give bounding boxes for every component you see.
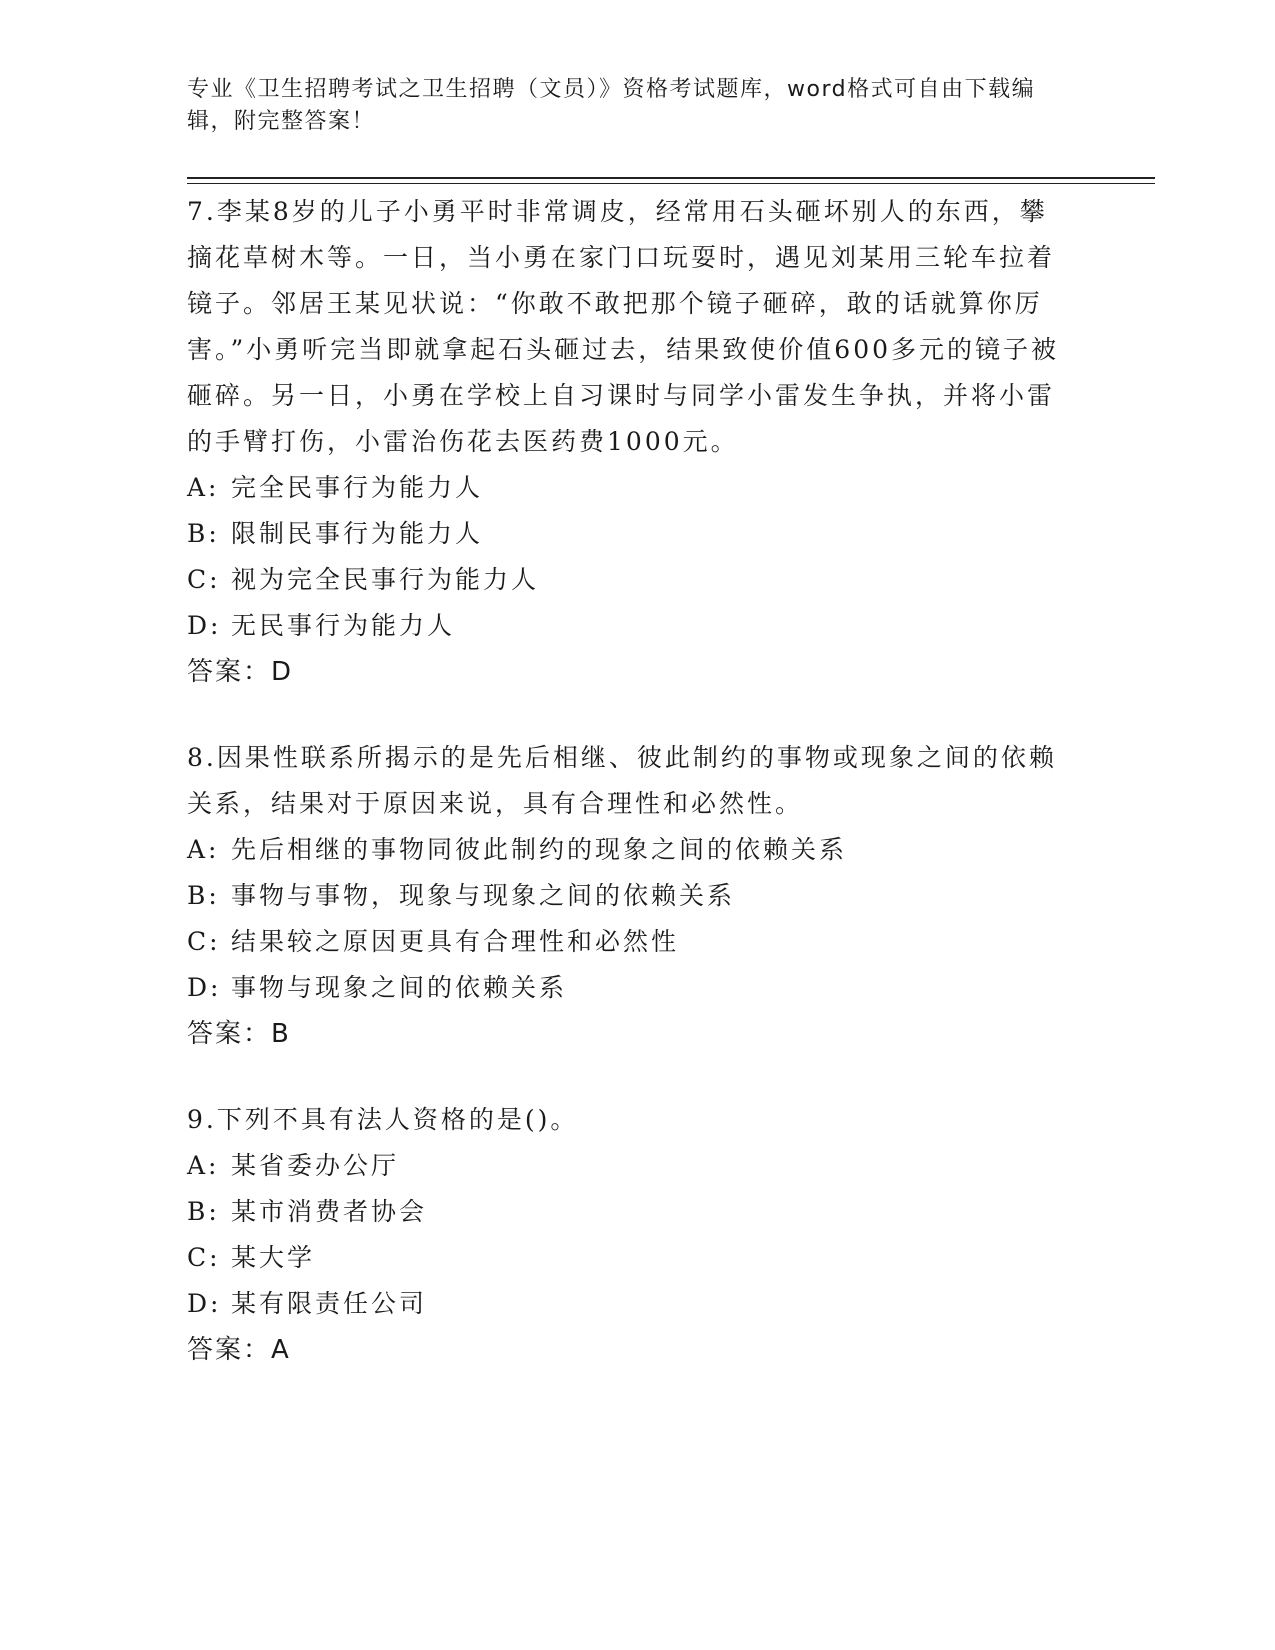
option-text: 无民事行为能力人 — [231, 611, 456, 640]
option-a — [187, 465, 1067, 511]
option-b — [187, 1189, 1067, 1235]
option-text: 某市消费者协会 — [231, 1197, 428, 1226]
option-b — [187, 511, 1067, 557]
header-divider-thin — [187, 183, 1155, 184]
option-text: 事物与现象之间的依赖关系 — [231, 973, 568, 1002]
option-c — [187, 1235, 1067, 1281]
option-label: D: — [187, 611, 222, 640]
option-label: C: — [187, 565, 221, 594]
option-label: A: — [187, 1151, 220, 1180]
question-stem: 7.李某8岁的儿子小勇平时非常调皮，经常用石头砸坏别人的东西，攀摘花草树木等。一日，当小勇在家门口玩耍时，遇见刘某用三轮车拉着镜子。邻居王某见状说：“你敢不敢把那个镜子砸碎，敢的话就算你厉害。”小勇听完当即就拿起石头砸过去，结果致使价值600多元的镜子被砸碎。另一日，小勇在学校上自习课时与同学小雷发生争执，并将小雷的手臂打伤，小雷治伤花去医药费1000元。 — [187, 197, 1060, 456]
option-label: C: — [187, 1243, 221, 1272]
question-stem: 9.下列不具有法人资格的是()。 — [187, 1105, 579, 1134]
option-label: D: — [187, 973, 222, 1002]
option-d — [187, 603, 1067, 649]
option-c — [187, 557, 1067, 603]
header-divider-thick — [187, 177, 1155, 179]
option-label: B: — [187, 519, 220, 548]
question-7 — [187, 189, 1067, 695]
option-text: 视为完全民事行为能力人 — [231, 565, 540, 594]
document-header: 专业《卫生招聘考试之卫生招聘（文员）》资格考试题库，word格式可自由下载编辑，附完整答案！ — [187, 77, 1036, 134]
question-stem: 8.因果性联系所揭示的是先后相继、彼此制约的事物或现象之间的依赖关系，结果对于原因来说，具有合理性和必然性。 — [187, 743, 1057, 818]
option-c — [187, 919, 1067, 965]
option-a — [187, 1143, 1067, 1189]
answer-line: 答案：D — [187, 657, 294, 687]
option-label: D: — [187, 1289, 222, 1318]
option-a — [187, 827, 1067, 873]
question-8 — [187, 735, 1067, 1057]
option-d — [187, 965, 1067, 1011]
option-text: 某大学 — [231, 1243, 316, 1272]
option-label: B: — [187, 881, 220, 910]
answer-line: 答案：B — [187, 1019, 291, 1049]
option-label: A: — [187, 835, 220, 864]
option-text: 结果较之原因更具有合理性和必然性 — [231, 927, 680, 956]
option-text: 限制民事行为能力人 — [231, 519, 484, 548]
question-9 — [187, 1097, 1067, 1373]
answer-line: 答案：A — [187, 1335, 291, 1365]
option-text: 某有限责任公司 — [231, 1289, 428, 1318]
option-text: 完全民事行为能力人 — [231, 473, 484, 502]
option-text: 事物与事物，现象与现象之间的依赖关系 — [231, 881, 736, 910]
option-d — [187, 1281, 1067, 1327]
option-text: 某省委办公厅 — [231, 1151, 400, 1180]
option-text: 先后相继的事物同彼此制约的现象之间的依赖关系 — [231, 835, 848, 864]
option-label: C: — [187, 927, 221, 956]
option-label: A: — [187, 473, 220, 502]
option-b — [187, 873, 1067, 919]
option-label: B: — [187, 1197, 220, 1226]
